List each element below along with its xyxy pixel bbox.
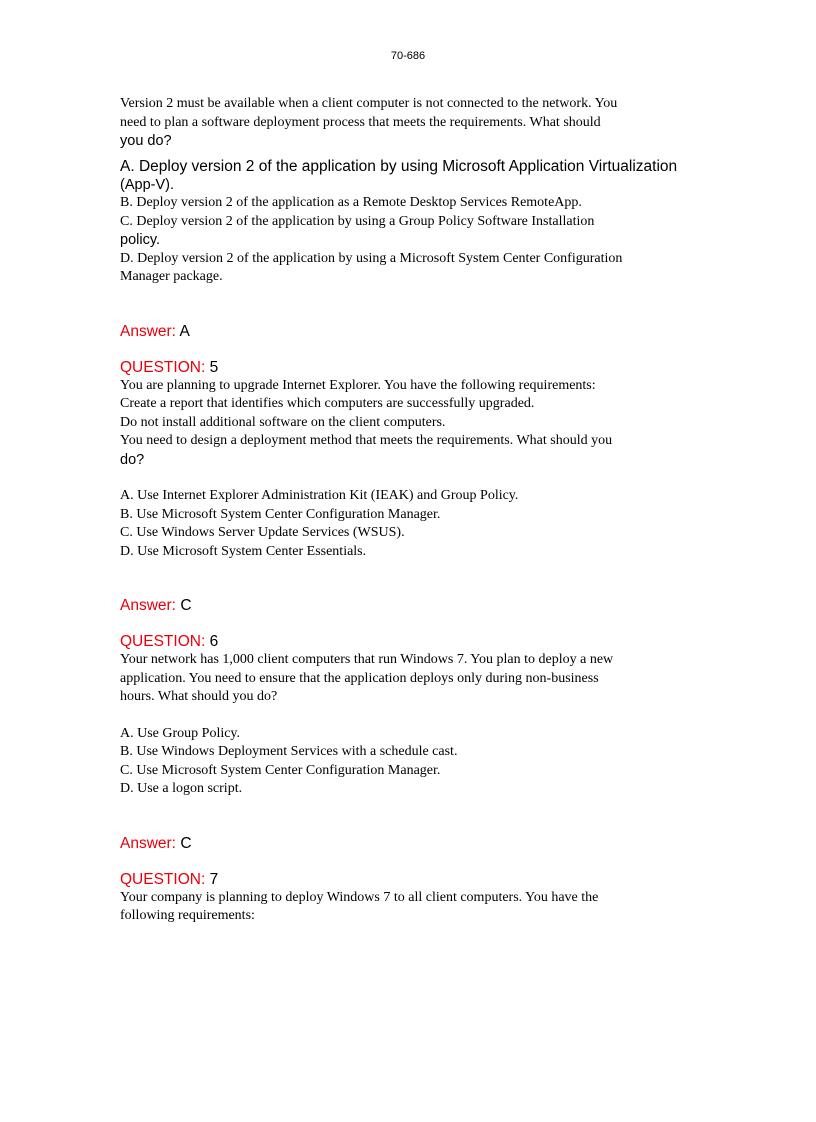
option-b: B. Use Windows Deployment Services with a schedule cast.: [120, 744, 458, 759]
option-b: B. Deploy version 2 of the application as a Remote Desktop Services RemoteApp.: [120, 195, 582, 210]
question-text-line: following requirements:: [120, 908, 255, 923]
option-a: A. Deploy version 2 of the application by using Microsoft Application Virtualization: [120, 157, 678, 175]
option-c: C. Use Microsoft System Center Configuration Manager.: [120, 762, 441, 778]
answer-value: C: [180, 834, 192, 852]
option-c: C. Use Windows Server Update Services (WSUS).: [120, 525, 405, 540]
question-text-line: need to plan a software deployment process that meets the requirements. What should: [120, 114, 601, 130]
question-text-line: application. You need to ensure that the application deploys only during non-business: [120, 670, 599, 686]
question-label: QUESTION:: [120, 870, 206, 888]
answer-label: Answer:: [120, 597, 176, 614]
option-a: A. Use Internet Explorer Administration Kit (IEAK) and Group Policy.: [120, 488, 519, 503]
question-label: QUESTION:: [120, 358, 206, 376]
question-text-line: Your company is planning to deploy Windows 7 to all client computers. You have the: [120, 889, 599, 905]
question-heading: [120, 871, 720, 889]
page-header-code: 70-686: [390, 50, 426, 62]
answer-line: [120, 835, 720, 853]
option-d-continuation: Manager package.: [120, 269, 223, 284]
question-number: 6: [209, 633, 219, 650]
question-text-line: Version 2 must be available when a client computer is not connected to the network. You: [120, 96, 618, 111]
answer-value: C: [180, 597, 192, 614]
question-text-line: Do not install additional software on the client computers.: [120, 414, 446, 430]
answer-line: [120, 323, 720, 341]
question-number: 5: [209, 358, 219, 376]
question-4-continuation: [120, 95, 720, 287]
question-6: [120, 633, 720, 799]
question-number: 7: [209, 870, 219, 888]
answer-value: A: [179, 322, 190, 340]
answer-label: Answer:: [120, 834, 176, 852]
option-d: D. Deploy version 2 of the application by using a Microsoft System Center Configuration: [120, 250, 623, 266]
option-d: D. Use Microsoft System Center Essentials.: [120, 543, 367, 559]
option-a: A. Use Group Policy.: [120, 725, 241, 741]
option-c-continuation: policy.: [120, 232, 161, 248]
option-c: C. Deploy version 2 of the application by using a Group Policy Software Installation: [120, 213, 595, 229]
document-body: [120, 95, 720, 926]
answer-label: Answer:: [120, 322, 176, 340]
question-heading: [120, 633, 720, 651]
option-a-continuation: (App-V).: [120, 176, 174, 193]
question-text-line: Your network has 1,000 client computers that run Windows 7. You plan to deploy a new: [120, 652, 614, 667]
answer-line: [120, 597, 720, 615]
question-text-line: you do?: [120, 133, 172, 149]
question-label: QUESTION:: [120, 633, 206, 650]
option-d: D. Use a logon script.: [120, 781, 243, 796]
question-text-line: You need to design a deployment method that meets the requirements. What should you: [120, 433, 613, 448]
question-text-line: do?: [120, 451, 145, 468]
question-heading: [120, 359, 720, 377]
question-text-line: You are planning to upgrade Internet Explorer. You have the following requirements:: [120, 377, 596, 393]
question-5: [120, 359, 720, 562]
question-7: [120, 871, 720, 926]
option-b: B. Use Microsoft System Center Configuration Manager.: [120, 506, 441, 522]
question-text-line: Create a report that identifies which computers are successfully upgraded.: [120, 396, 535, 411]
question-text-line: hours. What should you do?: [120, 689, 278, 704]
